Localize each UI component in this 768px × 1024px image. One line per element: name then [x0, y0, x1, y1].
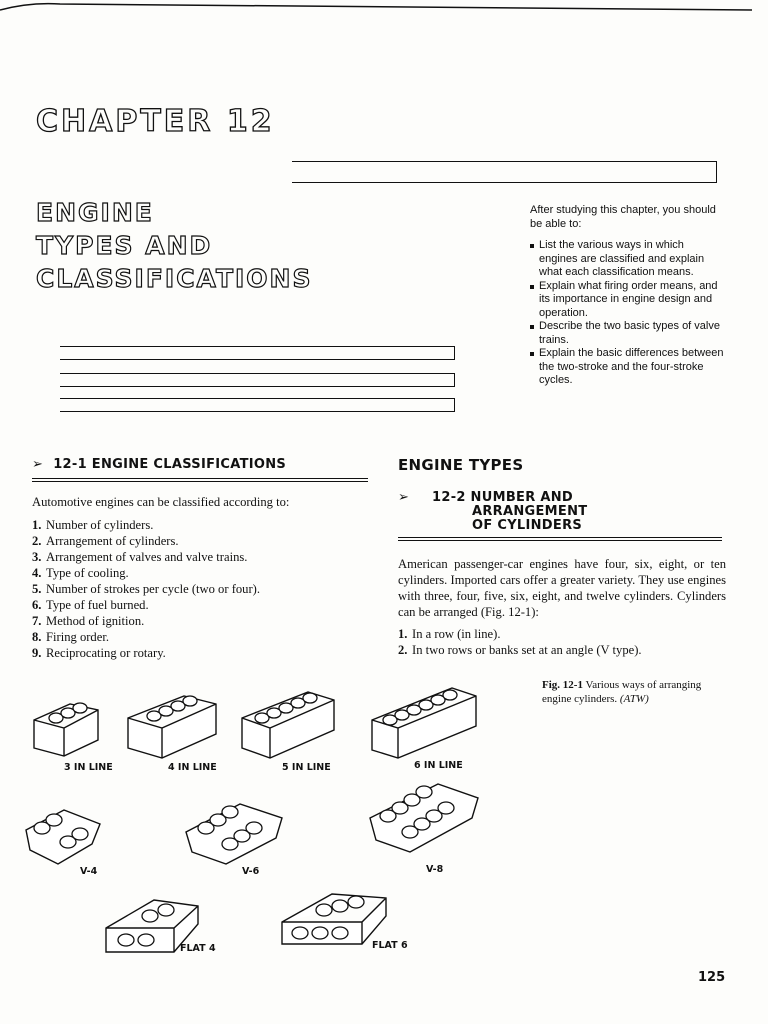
engine-v4-diagram: [22, 800, 106, 872]
diagram-label: FLAT 4: [180, 943, 216, 954]
caption-credit: (ATW): [619, 693, 649, 705]
page-number: 125: [698, 970, 726, 985]
engine-v6-diagram: [182, 796, 286, 870]
section-12-1-heading: [32, 457, 286, 472]
list-item: 2. In two rows or banks set at an angle (V type).: [398, 643, 642, 657]
diagram-label: V-6: [242, 866, 260, 877]
diagram-label: V-8: [426, 864, 444, 875]
learning-objectives: [530, 204, 725, 388]
list-item: 8. Firing order.: [32, 630, 109, 644]
list-item: 6. Type of fuel burned.: [32, 598, 149, 612]
diagram-label: 3 IN LINE: [64, 762, 113, 773]
list-item: 7. Method of ignition.: [32, 614, 145, 628]
section-12-2-paragraph: American passenger-car engines have four, six, eight, or ten cylinders. Imported cars offer a greater variety. They use engines with three, four, five, six, eight, and twelve cylinders. Cylinders can be arranged (Fig. 12-1):: [398, 557, 726, 619]
section-rule: [32, 478, 368, 482]
objective-item: Explain the basic differences between the two-stroke and the four-stroke cycles.: [530, 347, 725, 388]
objective-item: List the various ways in which engines are classified and explain what each classification means.: [530, 239, 725, 280]
objective-item: Describe the two basic types of valve trains.: [530, 320, 725, 347]
diagram-label: 6 IN LINE: [414, 760, 463, 771]
engine-4-inline-diagram: [124, 682, 224, 772]
title-line: TYPES AND: [36, 231, 213, 260]
chapter-rule-bar: [292, 161, 717, 183]
chapter-title: [36, 196, 312, 295]
engine-6-inline-diagram: [368, 672, 484, 772]
title-rule-bar: [60, 373, 455, 387]
objective-item: Explain what firing order means, and its importance in engine design and operation.: [530, 280, 725, 321]
engine-3-inline-diagram: [28, 690, 108, 772]
section-12-2-heading: [398, 491, 587, 533]
figure-caption: [542, 678, 732, 706]
list-item: 5. Number of strokes per cycle (two or four).: [32, 582, 261, 596]
caption-text: Various ways of arranging engine cylinders.: [542, 679, 702, 705]
diagram-label: V-4: [80, 866, 98, 877]
section-intro: Automotive engines can be classified according to:: [32, 495, 290, 509]
top-edge-line: [0, 0, 768, 14]
list-item: 1. Number of cylinders.: [32, 518, 154, 532]
section-heading-text: 12-1 ENGINE CLASSIFICATIONS: [53, 457, 287, 472]
heading-line: OF CYLINDERS: [472, 518, 583, 533]
list-item: 2. Arrangement of cylinders.: [32, 534, 179, 548]
arrow-icon: ➢: [398, 490, 410, 505]
engine-5-inline-diagram: [238, 672, 338, 772]
engine-types-heading: ENGINE TYPES: [398, 456, 524, 474]
list-item: 1. In a row (in line).: [398, 627, 501, 641]
diagram-label: 4 IN LINE: [168, 762, 217, 773]
objectives-intro: After studying this chapter, you should be able to:: [530, 204, 716, 230]
list-item: 4. Type of cooling.: [32, 566, 129, 580]
arrangement-list: [398, 626, 642, 658]
title-rule-bar: [60, 398, 455, 412]
diagram-label: 5 IN LINE: [282, 762, 331, 773]
engine-v8-diagram: [366, 776, 482, 860]
section-rule: [398, 537, 722, 541]
title-line: CLASSIFICATIONS: [36, 264, 313, 293]
chapter-heading: CHAPTER 12: [36, 104, 275, 139]
title-rule-bar: [60, 346, 455, 360]
arrow-icon: ➢: [32, 457, 44, 472]
objectives-list: [530, 239, 725, 388]
classification-list: [32, 517, 372, 661]
list-item: 9. Reciprocating or rotary.: [32, 646, 166, 660]
heading-line: 12-2 NUMBER AND: [432, 490, 573, 505]
section-12-1-body: [32, 494, 372, 661]
diagram-label: FLAT 6: [372, 940, 408, 951]
figure-label: Fig. 12-1: [542, 679, 583, 691]
list-item: 3. Arrangement of valves and valve trains.: [32, 550, 248, 564]
title-line: ENGINE: [36, 198, 154, 227]
heading-line: ARRANGEMENT: [472, 504, 588, 519]
